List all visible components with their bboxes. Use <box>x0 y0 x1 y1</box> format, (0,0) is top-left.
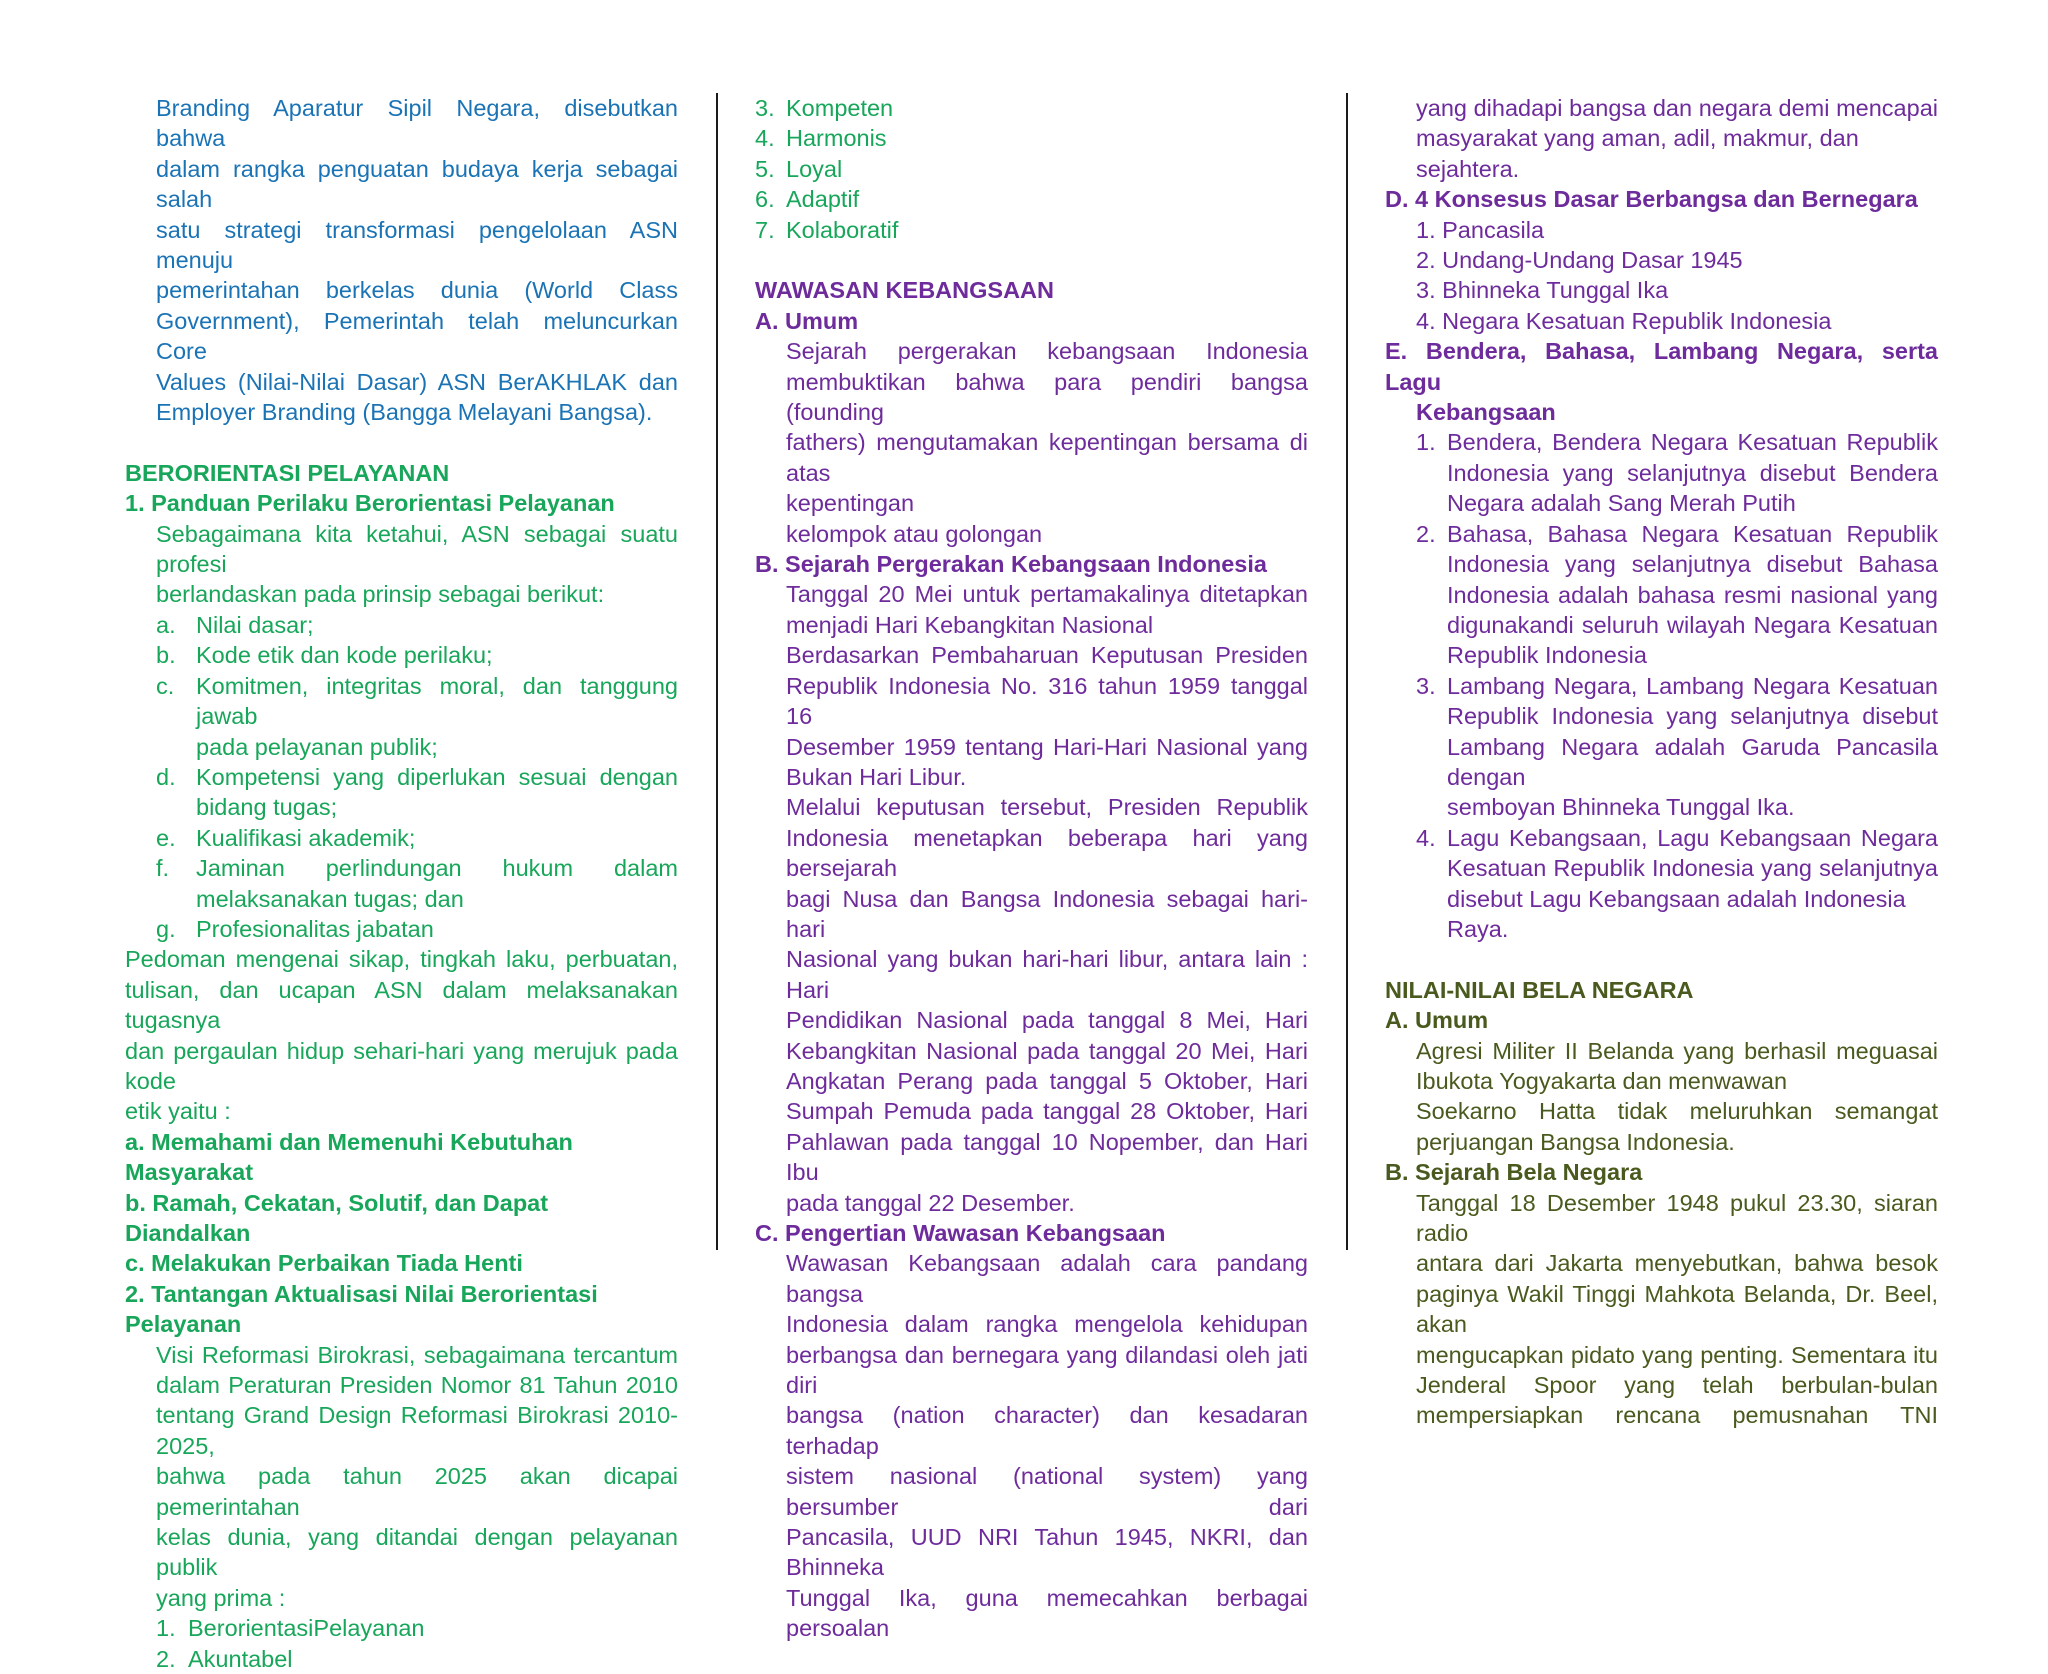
section-title-bela-negara: NILAI-NILAI BELA NEGARA <box>1385 976 1694 1003</box>
column-divider-left <box>716 93 718 1250</box>
text-line: Bukan Hari Libur. <box>786 763 967 790</box>
pedoman-paragraph <box>125 944 678 1126</box>
text-line: Wawasan Kebangsaan adalah cara pandang bangsa <box>786 1250 1308 1307</box>
text-line: tentang Grand Design Reformasi Birokrasi 2010-2025, <box>156 1402 678 1459</box>
list-marker: 1. <box>1416 429 1436 456</box>
intro-line: Employer Branding (Bangga Melayani Bangsa). <box>156 399 653 426</box>
list-item-text: Kolaboratif <box>786 216 899 243</box>
subsection-title-konsensus: D. 4 Konsesus Dasar Berbangsa dan Bernegara <box>1385 186 1918 213</box>
text-line: yang dihadapi bangsa dan negara demi mencapai <box>1416 95 1938 121</box>
list-item-text: digunakandi seluruh wilayah Negara Kesatuan <box>1447 611 1938 638</box>
list-marker: 3. <box>1416 672 1436 699</box>
text-line: kepentingan <box>786 490 915 517</box>
text-line: etik yaitu : <box>125 1098 231 1125</box>
list-marker: b. <box>156 642 176 669</box>
text-line: Visi Reformasi Birokrasi, sebagaimana tercantum <box>156 1341 678 1368</box>
text-line: antara dari Jakarta menyebutkan, bahwa besok <box>1416 1250 1938 1277</box>
list-item <box>156 823 678 853</box>
list-item-text: Akuntabel <box>188 1645 293 1672</box>
list-item: a. Memahami dan Memenuhi Kebutuhan Masyarakat <box>125 1128 573 1186</box>
text-line: paginya Wakil Tinggi Mahkota Belanda, Dr. Beel, akan <box>1416 1280 1938 1338</box>
list-item: b. Ramah, Cekatan, Solutif, dan Dapat Diandalkan <box>125 1189 549 1247</box>
intro-paragraph <box>125 93 678 427</box>
list-marker: f. <box>156 855 170 882</box>
intro-line: satu strategi transformasi pengelolaan ASN menuju <box>156 216 678 274</box>
text-line: bangsa (nation character) dan kesadaran terhadap <box>786 1402 1308 1459</box>
list-item-text: Indonesia yang selanjutnya disebut Bahasa <box>1447 551 1938 578</box>
subsection-title-pengertian: C. Pengertian Wawasan Kebangsaan <box>755 1220 1166 1247</box>
list-item <box>1416 823 1938 945</box>
text-line: sistem nasional (national system) yang bersumber dari <box>786 1463 1308 1520</box>
text-line: tulisan, dan ucapan ASN dalam melaksanakan tugasnya <box>125 976 678 1034</box>
list-item-text: semboyan Bhinneka Tunggal Ika. <box>1447 794 1795 821</box>
list-item-text: Indonesia yang selanjutnya disebut Bendera <box>1447 459 1938 486</box>
list-item <box>755 215 1308 245</box>
text-line: berbangsa dan bernegara yang dilandasi oleh jati diri <box>786 1341 1308 1399</box>
list-item: 2. Undang-Undang Dasar 1945 <box>1416 247 1743 274</box>
title-line: E. Bendera, Bahasa, Lambang Negara, serta Lagu <box>1385 338 1938 395</box>
panduan-intro <box>125 519 678 610</box>
intro-line: pemerintahan berkelas dunia (World Class <box>156 277 678 304</box>
text-line: bagi Nusa dan Bangsa Indonesia sebagai hari-hari <box>786 885 1308 942</box>
list-item-text: BerorientasiPelayanan <box>188 1615 425 1642</box>
text-line: Sejarah pergerakan kebangsaan Indonesia <box>786 338 1308 365</box>
list-item: 3. Bhinneka Tunggal Ika <box>1416 277 1669 304</box>
list-item <box>156 1644 678 1674</box>
text-line: Sebagaimana kita ketahui, ASN sebagai suatu profesi <box>156 520 678 578</box>
list-marker: 2. <box>1416 520 1436 547</box>
list-item <box>156 671 678 762</box>
subsection-title-umum: A. Umum <box>755 307 859 334</box>
intro-line: Government), Pemerintah telah meluncurkan Core <box>156 307 678 365</box>
text-line: kelompok atau golongan <box>786 520 1043 547</box>
list-item-text: bidang tugas; <box>196 794 338 821</box>
subsection-title-umum-bela-negara: A. Umum <box>1385 1007 1489 1034</box>
text-line: berlandaskan pada prinsip sebagai berikut: <box>156 581 605 608</box>
list-item-text: Republik Indonesia yang selanjutnya disebut <box>1447 703 1938 730</box>
list-marker: 4. <box>1416 824 1436 851</box>
list-marker: 4. <box>755 125 775 152</box>
list-item <box>156 640 678 670</box>
list-item-text: Kode etik dan kode perilaku; <box>196 642 493 669</box>
pengertian-paragraph <box>755 1248 1308 1643</box>
values-list-continued <box>755 93 1308 245</box>
list-item-text: Lambang Negara, Lambang Negara Kesatuan <box>1447 672 1938 699</box>
text-line: membuktikan bahwa para pendiri bangsa (founding <box>786 368 1308 426</box>
list-item-text: Harmonis <box>786 125 887 152</box>
list-item-text: Nilai dasar; <box>196 611 314 638</box>
intro-line: Values (Nilai-Nilai Dasar) ASN BerAKHLAK dan <box>156 368 678 395</box>
list-item <box>1416 671 1938 823</box>
text-line: Pancasila, UUD NRI Tahun 1945, NKRI, dan Bhinneka <box>786 1524 1308 1581</box>
text-line: menjadi Hari Kebangkitan Nasional <box>786 611 1154 638</box>
list-item-text: pada pelayanan publik; <box>196 733 438 760</box>
list-marker: g. <box>156 915 176 942</box>
text-line: mengucapkan pidato yang penting. Sementara itu <box>1416 1341 1938 1368</box>
list-item-text: Kompeten <box>786 95 894 121</box>
list-item <box>755 184 1308 214</box>
list-marker: 3. <box>755 95 775 121</box>
title-line: Kebangsaan <box>1416 399 1556 426</box>
list-item: c. Melakukan Perbaikan Tiada Henti <box>125 1250 523 1277</box>
text-line: Tanggal 18 Desember 1948 pukul 23.30, siaran radio <box>1416 1189 1938 1247</box>
principles-list <box>125 610 678 944</box>
list-item-text: Loyal <box>786 155 843 182</box>
list-item-text: Adaptif <box>786 186 860 213</box>
text-line: Soekarno Hatta tidak meluruhkan semangat <box>1416 1098 1938 1125</box>
section-title-berorientasi-pelayanan: BERORIENTASI PELAYANAN <box>125 459 450 486</box>
subsection-title-sejarah-pergerakan: B. Sejarah Pergerakan Kebangsaan Indonesia <box>755 551 1267 578</box>
text-line: masyarakat yang aman, adil, makmur, dan sejahtera. <box>1416 125 1859 182</box>
intro-line: dalam rangka penguatan budaya kerja sebagai salah <box>156 155 678 213</box>
list-item <box>156 610 678 640</box>
text-line: Indonesia dalam rangka mengelola kehidupan <box>786 1311 1308 1338</box>
list-item-text: Lagu Kebangsaan, Lagu Kebangsaan Negara <box>1447 824 1938 851</box>
text-line: Desember 1959 tentang Hari-Hari Nasional yang <box>786 733 1308 760</box>
text-line: Republik Indonesia No. 316 tahun 1959 tanggal 16 <box>786 672 1308 730</box>
list-item-text: Indonesia adalah bahasa resmi nasional yang <box>1447 581 1938 608</box>
text-line: Kebangkitan Nasional pada tanggal 20 Mei, Hari <box>786 1037 1308 1064</box>
text-line: kelas dunia, yang ditandai dengan pelayanan publik <box>156 1524 678 1581</box>
list-item-text: Profesionalitas jabatan <box>196 915 434 942</box>
text-line: Sumpah Pemuda pada tanggal 28 Oktober, Hari <box>786 1098 1308 1125</box>
list-item <box>755 93 1308 123</box>
list-item: 4. Negara Kesatuan Republik Indonesia <box>1416 307 1832 334</box>
sejarah-bela-negara-paragraph <box>1385 1188 1938 1431</box>
list-marker: c. <box>156 672 175 699</box>
text-line: yang prima : <box>156 1584 286 1611</box>
sejarah-pergerakan-paragraph <box>755 579 1308 1218</box>
text-line: perjuangan Bangsa Indonesia. <box>1416 1128 1735 1155</box>
umum-paragraph <box>755 336 1308 549</box>
section-title-wawasan-kebangsaan: WAWASAN KEBANGSAAN <box>755 277 1054 304</box>
text-line: Agresi Militer II Belanda yang berhasil meguasai <box>1416 1037 1938 1064</box>
text-line: pada tanggal 22 Desember. <box>786 1189 1075 1216</box>
text-line: Pedoman mengenai sikap, tingkah laku, perbuatan, <box>125 946 678 973</box>
column-middle <box>755 93 1308 1644</box>
subsection-title-tantangan: 2. Tantangan Aktualisasi Nilai Berorientasi Pelayanan <box>125 1280 598 1338</box>
subsection-title-sejarah-bela-negara: B. Sejarah Bela Negara <box>1385 1159 1643 1186</box>
list-item-text: Republik Indonesia <box>1447 642 1647 669</box>
list-item <box>156 853 678 914</box>
text-line: Tanggal 20 Mei untuk pertamakalinya ditetapkan <box>786 581 1308 608</box>
list-item-text: disebut Lagu Kebangsaan adalah Indonesia Raya. <box>1447 885 1906 942</box>
list-item <box>156 914 678 944</box>
list-item-text: melaksanakan tugas; dan <box>196 885 464 912</box>
code-of-ethics-list <box>125 1127 678 1279</box>
text-line: Pendidikan Nasional pada tanggal 8 Mei, Hari <box>786 1007 1308 1034</box>
text-line: Nasional yang bukan hari-hari libur, antara lain : Hari <box>786 946 1308 1003</box>
text-line: Tunggal Ika, guna memecahkan berbagai persoalan <box>786 1584 1308 1642</box>
list-item-text: Lambang Negara adalah Garuda Pancasila dengan <box>1447 733 1938 790</box>
list-item-text: Kesatuan Republik Indonesia yang selanjutnya <box>1447 855 1938 882</box>
list-item <box>755 123 1308 153</box>
subsection-title-bendera <box>1385 336 1938 427</box>
column-divider-right <box>1346 93 1348 1250</box>
list-marker: 7. <box>755 216 775 243</box>
list-item <box>1416 427 1938 518</box>
list-item: 1. Pancasila <box>1416 216 1545 243</box>
text-line: Indonesia menetapkan beberapa hari yang bersejarah <box>786 824 1308 882</box>
tantangan-paragraph <box>125 1340 678 1614</box>
list-item <box>1416 519 1938 671</box>
bendera-list <box>1385 427 1938 944</box>
column-right <box>1385 93 1938 1431</box>
intro-line: Branding Aparatur Sipil Negara, disebutkan bahwa <box>156 95 678 152</box>
list-marker: e. <box>156 824 176 851</box>
list-marker: 6. <box>755 186 775 213</box>
list-item-text: Kualifikasi akademik; <box>196 824 416 851</box>
text-line: Angkatan Perang pada tanggal 5 Oktober, Hari <box>786 1067 1308 1094</box>
list-marker: 5. <box>755 155 775 182</box>
text-line: Pahlawan pada tanggal 10 Nopember, dan Hari Ibu <box>786 1128 1308 1186</box>
konsensus-list <box>1385 215 1938 337</box>
pengertian-paragraph-continued <box>1385 93 1938 184</box>
list-item <box>156 762 678 823</box>
list-marker: 1. <box>156 1615 176 1642</box>
list-item-text: Negara adalah Sang Merah Putih <box>1447 490 1796 517</box>
list-item-text: Bahasa, Bahasa Negara Kesatuan Republik <box>1447 520 1938 547</box>
text-line: dalam Peraturan Presiden Nomor 81 Tahun 2010 <box>156 1372 678 1399</box>
list-item-text: Komitmen, integritas moral, dan tanggung jawab <box>196 672 678 730</box>
umum-bela-negara-paragraph <box>1385 1036 1938 1158</box>
column-left <box>125 93 678 1674</box>
text-line: Berdasarkan Pembaharuan Keputusan Presiden <box>786 642 1308 669</box>
list-marker: 2. <box>156 1645 176 1672</box>
values-list <box>125 1613 678 1674</box>
text-line: fathers) mengutamakan kepentingan bersama di atas <box>786 429 1308 486</box>
list-item-text: Kompetensi yang diperlukan sesuai dengan <box>196 763 678 790</box>
text-line: Jenderal Spoor yang telah berbulan-bulan <box>1416 1372 1938 1399</box>
text-line: bahwa pada tahun 2025 akan dicapai pemerintahan <box>156 1463 678 1520</box>
text-line: Melalui keputusan tersebut, Presiden Republik <box>786 794 1308 821</box>
text-line: mempersiapkan rencana pemusnahan TNI <box>1416 1402 1938 1429</box>
text-line: Ibukota Yogyakarta dan menwawan <box>1416 1067 1788 1094</box>
text-line: dan pergaulan hidup sehari-hari yang merujuk pada kode <box>125 1037 678 1094</box>
list-marker: d. <box>156 763 176 790</box>
subsection-title-panduan: 1. Panduan Perilaku Berorientasi Pelayanan <box>125 490 615 517</box>
list-item <box>156 1613 678 1643</box>
list-item-text: Jaminan perlindungan hukum dalam <box>196 855 678 882</box>
list-item-text: Bendera, Bendera Negara Kesatuan Republik <box>1447 429 1938 456</box>
list-item <box>755 154 1308 184</box>
list-marker: a. <box>156 611 176 638</box>
